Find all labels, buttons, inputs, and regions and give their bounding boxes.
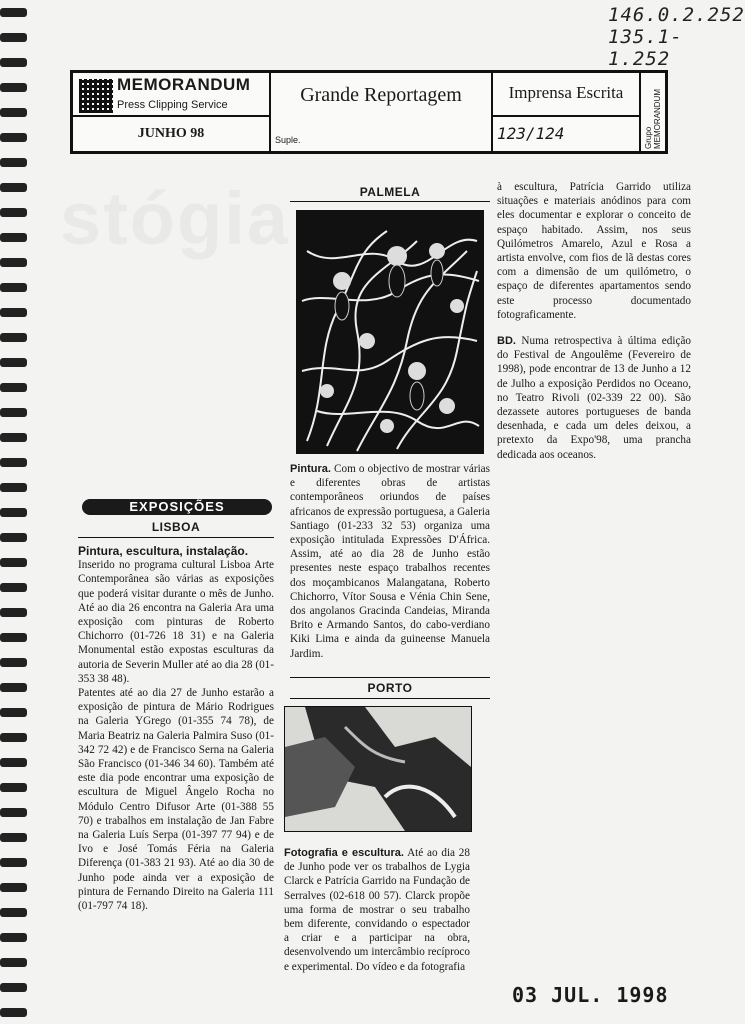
bd-lead: BD. (497, 335, 516, 348)
spiral-ring (0, 458, 27, 467)
lisboa-paragraph-1: Inserido no programa cultural Lisboa Arte Contemporânea são várias as exposições que poderá visitar durante o mês de Junho. Até ao dia 26 encontra na Galeria Ara uma exposição com pinturas de Roberto Chichorro (01-726 18 31) e na Galeria Monumental estão expostas esculturas da autoria de Severin Muller até ao dia 28 (01-353 38 48). (78, 559, 274, 685)
lisboa-paragraph-2: Patentes até ao dia 27 de Junho estarão a exposição de pintura de Mário Rodrigues na Galeria YGrego (01-355 74 78), de Maria Beatriz na Galeria Palmira Suso (01-342 72 42) e de Francisco Serna na Galeria São Francisco (01-346 34 60). Também até este dia pode encontrar uma exposição de escultura de Miguel Ângelo Rocha no Módulo Centro Difusor Arte (01-388 55 70) e trabalhos em instalação de Jan Fabre na Galeria Luís Serpa (01-397 77 94) e de Ivo e José Tomás Féria na Galeria Diferença (01-383 21 93). Até ao dia 30 de Junho pode ainda ver a exposição de pintura de Fernando Direito na Galeria 111 (01-797 74 18). (78, 687, 274, 913)
spiral-ring (0, 983, 27, 992)
vertical-group-cell (639, 73, 665, 151)
media-type: Imprensa Escrita (493, 73, 639, 117)
spiral-ring (0, 133, 27, 142)
porto-lead: Fotografia e escultura. (284, 847, 404, 859)
porto-article (284, 846, 470, 976)
spiral-ring (0, 933, 27, 942)
brand-cell (73, 73, 271, 117)
palmela-text: Com o objectivo de mostrar várias e diferentes obras de artistas contemporâneos oriundos de países africanos de expressão portuguesa, a Galeria Santiago (01-233 32 53) organiza uma exposição intitulada Expressões D'África. Assim, até ao dia 28 de Junho estão presentes neste espaço trabalhos recentes dos moçambicanos Malangatana, Roberto Chichorro, Vítor Sousa e Vénia Chin Sene, dos angolanos Gracinda Candeias, Miranda Brito e Armando Santos, do cabo-verdiano Kiki Lima e ainda da guineense Manuela Jardim. (290, 463, 490, 660)
spiral-ring (0, 283, 27, 292)
spiral-ring (0, 758, 27, 767)
suple-label: Suple. (271, 117, 493, 151)
spiral-ring (0, 108, 27, 117)
spiral-ring (0, 183, 27, 192)
brand-service: Press Clipping Service (117, 99, 228, 111)
lisboa-heading: Pintura, escultura, instalação. (78, 544, 249, 558)
spiral-ring (0, 258, 27, 267)
spiral-ring (0, 608, 27, 617)
palmela-lead: Pintura. (290, 463, 331, 475)
spiral-ring (0, 8, 27, 17)
spiral-ring (0, 333, 27, 342)
palmela-rule (290, 201, 490, 202)
right-column-article (497, 180, 691, 460)
spiral-ring (0, 383, 27, 392)
received-date-stamp: 03 JUL. 1998 (512, 983, 669, 1007)
spiral-ring (0, 708, 27, 717)
date-cell: JUNHO 98 (73, 117, 271, 151)
spiral-ring (0, 833, 27, 842)
section-title: Grande Reportagem (271, 73, 493, 117)
vertical-group-label: Grupo MEMORANDUM (644, 89, 662, 149)
spiral-ring (0, 683, 27, 692)
ghost-background: stógia (60, 177, 290, 260)
spiral-ring (0, 658, 27, 667)
african-painting-image (296, 210, 484, 454)
spiral-ring (0, 233, 27, 242)
spiral-ring (0, 533, 27, 542)
spiral-ring (0, 483, 27, 492)
spiral-ring (0, 558, 27, 567)
lisboa-rule (78, 537, 274, 538)
exposicoes-banner: EXPOSIÇÕES (82, 499, 272, 515)
spiral-ring (0, 858, 27, 867)
spiral-ring (0, 208, 27, 217)
lisboa-article (78, 544, 274, 984)
memorandum-logo-icon (79, 79, 113, 113)
porto-subheading: PORTO (367, 681, 413, 695)
spiral-ring (0, 408, 27, 417)
spiral-ring (0, 508, 27, 517)
spiral-ring (0, 433, 27, 442)
spiral-ring (0, 158, 27, 167)
porto-rule-top (290, 677, 490, 678)
handwritten-ref-1: 146.0.2.252 (608, 4, 745, 26)
spiral-ring (0, 583, 27, 592)
porto-rule-bottom (290, 698, 490, 699)
page-numbers: 123/124 (497, 124, 565, 143)
spiral-ring (0, 83, 27, 92)
spiral-ring (0, 358, 27, 367)
spiral-ring (0, 33, 27, 42)
spiral-ring (0, 308, 27, 317)
handwritten-ref-2: 135.1-1.252 (608, 26, 683, 70)
clipping-header (70, 70, 668, 154)
spiral-ring (0, 883, 27, 892)
spiral-ring (0, 633, 27, 642)
spiral-binding (0, 0, 30, 1024)
bd-text: Numa retrospectiva à última edição do Festival de Angoulême (Fevereiro de 1998), pode encontrar de 13 de Junho a 12 de Julho a exposição Perdidos no Oceano, no Teatro Rivoli (02-339 22 00). São dezassete autores portugueses de banda desenhada, e cada um deles deixou, a pretexto da Expo'98, uma prancha dedicada aos oceanos. (497, 335, 691, 461)
photo-artwork (285, 707, 471, 831)
spiral-ring (0, 783, 27, 792)
spiral-ring (0, 808, 27, 817)
spiral-ring (0, 1008, 27, 1017)
spiral-ring (0, 58, 27, 67)
porto-text: Até ao dia 28 de Junho pode ver os trabalhos de Lygia Clarck e Patrícia Garrido na Fundação de Serralves (02-618 00 57). Clarck propõe uma forma de mostrar o seu trabalho bem diferente, convidando o espectador a criar e a participar na obra, desenvolvendo um intercâmbio recíproco e experimental. Do vídeo e da fotografia (284, 847, 470, 973)
palmela-subheading: PALMELA (359, 185, 421, 199)
garrido-paragraph: à escultura, Patrícia Garrido utiliza situações e materiais anódinos para com eles documentar e explorar o conceito de espaço habitado. Assim, nos seus Quilómetros Amarelo, Azul e Rosa a artista envolve, com fios de lã destas cores com a dimensão de um quilómetro, o espaço de diferentes apartamentos sendo este processo documentado fotograficamente. (497, 181, 691, 321)
spiral-ring (0, 958, 27, 967)
brand-name: MEMORANDUM (117, 75, 251, 94)
spiral-ring (0, 733, 27, 742)
sculpture-photo-image (284, 706, 472, 832)
spiral-ring (0, 908, 27, 917)
painting-artwork (297, 211, 483, 453)
palmela-article (290, 462, 490, 672)
lisboa-subheading: LISBOA (151, 520, 201, 534)
